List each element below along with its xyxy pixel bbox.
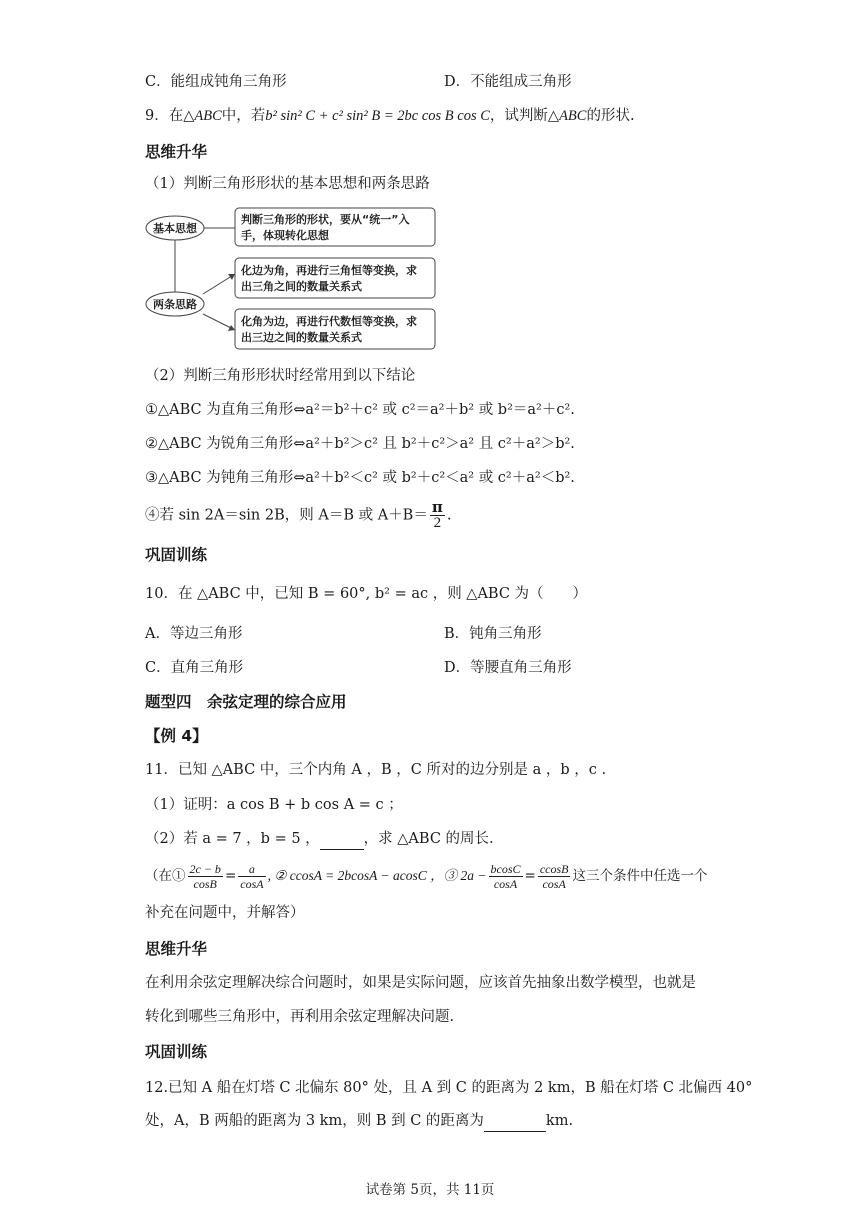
q11-part-1: （1）证明：a cos B + b cos A = c ；: [145, 797, 403, 813]
point-1: （1）判断三角形形状的基本思想和两条思路: [145, 176, 430, 192]
box3-line1: 化角为边，再进行代数恒等变换，求: [241, 315, 417, 328]
frac3-den: cosA: [493, 877, 518, 891]
q10-option-c: C．直角三角形: [145, 660, 244, 676]
q9-triangle-2: △ABC: [547, 108, 587, 124]
frac1-den: cosB: [193, 877, 217, 891]
box3-line2: 出三边之间的数量关系式: [241, 331, 362, 344]
frac3-num: bcosC: [490, 862, 521, 876]
q12-line-2-post: km.: [545, 1113, 574, 1129]
q9-prefix: 9．在: [145, 108, 184, 124]
q11-part-2: [145, 828, 494, 850]
summary-line-2: 转化到哪些三角形中，再利用余弦定理解决问题.: [145, 1009, 455, 1025]
pi-denominator: 2: [433, 515, 442, 531]
q10-option-b: B．钝角三角形: [444, 626, 542, 642]
section-heading-practice-2: 巩固训练: [145, 1043, 208, 1061]
q12-blank[interactable]: [484, 1131, 546, 1132]
frac2-den: cosA: [240, 877, 264, 891]
q11-conditions: [145, 858, 707, 894]
box2-line2: 出三角之间的数量关系式: [241, 280, 362, 293]
conclusion-4-end: .: [446, 507, 452, 524]
cond-tail: 这三个条件中任选一个: [572, 868, 708, 884]
q9-triangle: △ABC: [183, 108, 222, 124]
section-heading-type4: 题型四 余弦定理的综合应用: [145, 693, 347, 711]
box1-line2: 手，体现转化思想: [241, 229, 329, 242]
q11-blank[interactable]: [320, 849, 364, 850]
eq-sign-2: =: [524, 868, 536, 884]
q10-option-d: D．等腰直角三角形: [444, 660, 572, 676]
question-11: 11．已知 △ABC 中，三个内角 A ，B ，C 所对的边分别是 a ，b ，c .: [145, 762, 607, 778]
q8-option-d: D．不能组成三角形: [444, 74, 572, 90]
conclusion-4: [145, 500, 451, 531]
thinking-diagram: [145, 202, 445, 354]
q9-suffix: 的形状.: [586, 108, 635, 124]
q8-option-c: C．能组成钝角三角形: [145, 74, 287, 90]
q9-equation: b² sin² C + c² sin² B = 2bc cos B cos C: [265, 108, 490, 124]
cond-open: （在①: [145, 868, 186, 884]
conclusion-2: ②△ABC 为锐角三角形⇔a²＋b²＞c² 且 b²＋c²＞a² 且 c²＋a²＞b².: [145, 436, 575, 452]
conclusion-3: ③△ABC 为钝角三角形⇔a²＋b²＜c² 或 b²＋c²＜a² 或 c²＋a²＜b².: [145, 470, 575, 486]
question-10: 10．在 △ABC 中，已知 B = 60°, b² = ac ，则 △ABC 为（ ）: [145, 586, 588, 602]
q10-option-a: A．等边三角形: [145, 626, 243, 642]
page-footer: 试卷第 5页，共 11页: [365, 1182, 495, 1198]
question-9: [145, 105, 635, 127]
q11-part-2-post: ，求 △ABC 的周长.: [363, 831, 494, 847]
point-2: （2）判断三角形形状时经常用到以下结论: [145, 368, 416, 384]
box2-line1: 化边为角，再进行三角恒等变换，求: [241, 264, 417, 277]
example-label: 【例 4】: [145, 727, 208, 745]
q9-mid1: 中，若: [221, 108, 266, 124]
q11-part-2-pre: （2）若 a = 7 ，b = 5 ，: [145, 831, 320, 847]
conclusion-1: ①△ABC 为直角三角形⇔a²＝b²＋c² 或 c²＝a²＋b² 或 b²＝a²＋c².: [145, 402, 575, 418]
box1-line1: 判断三角形的形状，要从“统一”入: [241, 213, 410, 226]
summary-line-1: 在利用余弦定理解决综合问题时，如果是实际问题，应该首先抽象出数学模型，也就是: [145, 975, 696, 991]
cond-2: , ② ccosA = 2bcosA − acosC ，③ 2a −: [267, 868, 487, 883]
question-12-line-1: 12.已知 A 船在灯塔 C 北偏东 80° 处，且 A 到 C 的距离为 2 km，B 船在灯塔 C 北偏西 40°: [145, 1080, 753, 1096]
section-heading-practice: 巩固训练: [145, 546, 208, 564]
q12-line-2-pre: 处，A，B 两船的距离为 3 km，则 B 到 C 的距离为: [145, 1113, 484, 1129]
node-two-paths-label: 两条思路: [153, 298, 197, 311]
section-heading-thinking-2: 思维升华: [145, 940, 208, 958]
q11-condition-line-2: 补充在问题中，并解答）: [145, 905, 305, 921]
pi-numerator: π: [431, 498, 443, 516]
frac4-den: cosA: [542, 877, 566, 891]
frac2-num: a: [238, 862, 265, 877]
frac4-num: ccosB: [539, 862, 569, 876]
eq-sign: =: [224, 868, 237, 884]
frac1-num: 2c − b: [189, 862, 221, 876]
section-heading-thinking: 思维升华: [145, 143, 208, 161]
question-12-line-2: [145, 1110, 573, 1132]
q9-mid2: ，试判断: [489, 108, 548, 124]
node-basic-idea-label: 基本思想: [153, 222, 197, 235]
conclusion-4-text: ④若 sin 2A＝sin 2B，则 A＝B 或 A＋B＝: [145, 507, 428, 524]
